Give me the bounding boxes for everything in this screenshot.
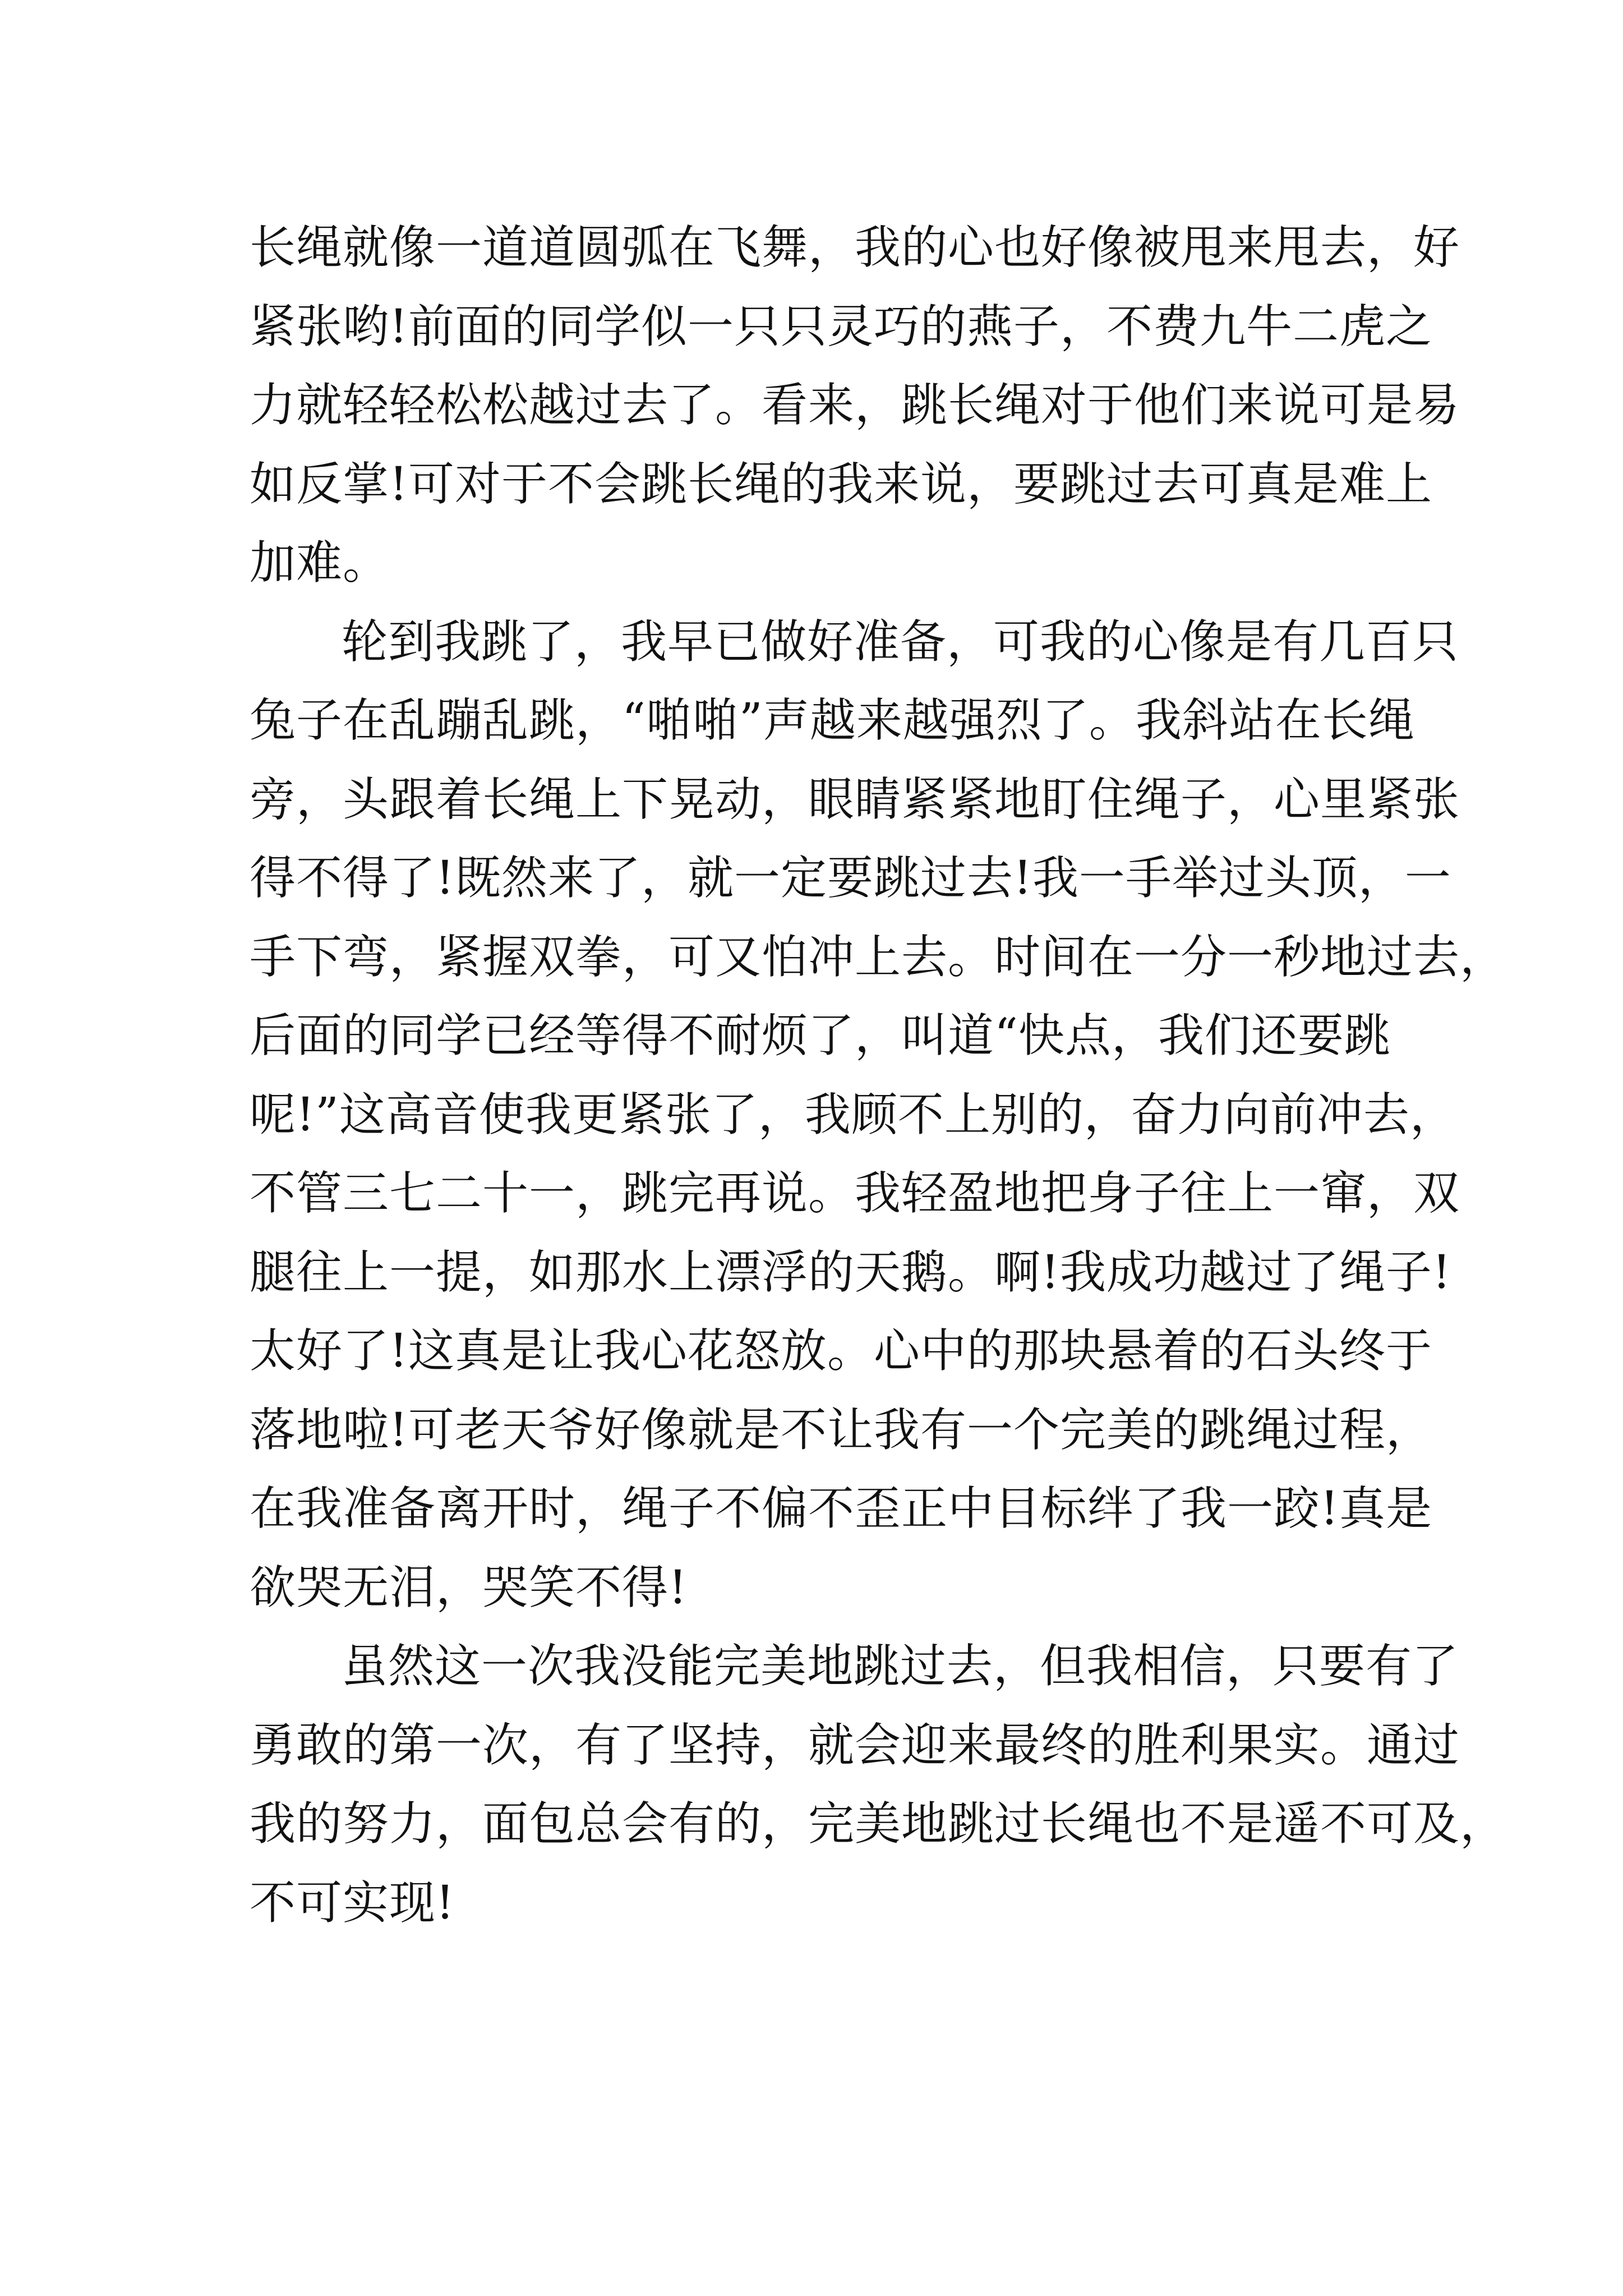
text-line: 太好了!这真是让我心花怒放。心中的那块悬着的石头终于 [250, 1324, 1432, 1378]
text-line: 呢!”这高音使我更紧张了，我顾不上别的，奋力向前冲去， [250, 1088, 1456, 1142]
text-line: 加难。 [250, 536, 390, 590]
text-line: 欲哭无泪，哭笑不得! [250, 1561, 688, 1614]
essay-body [250, 209, 1507, 1943]
text-line: 轮到我跳了，我早已做好准备，可我的心像是有几百只 [342, 615, 1459, 669]
text-line: 得不得了!既然来了，就一定要跳过去!我一手举过头顶，一 [250, 852, 1451, 905]
text-line: 手下弯，紧握双拳，可又怕冲上去。时间在一分一秒地过去， [250, 930, 1507, 984]
text-line: 如反掌!可对于不会跳长绳的我来说，要跳过去可真是难上 [250, 457, 1432, 511]
text-line: 落地啦!可老天爷好像就是不让我有一个完美的跳绳过程， [250, 1403, 1432, 1457]
text-line: 我的努力，面包总会有的，完美地跳过长绳也不是遥不可及， [250, 1797, 1507, 1851]
text-line: 后面的同学已经等得不耐烦了，叫道“快点，我们还要跳 [250, 1009, 1391, 1062]
text-line: 不管三七二十一，跳完再说。我轻盈地把身子往上一窜，双 [250, 1167, 1460, 1220]
text-line: 腿往上一提，如那水上漂浮的天鹅。啊!我成功越过了绳子! [250, 1245, 1451, 1299]
text-line: 勇敢的第一次，有了坚持，就会迎来最终的胜利果实。通过 [250, 1718, 1460, 1772]
text-line: 力就轻轻松松越过去了。看来，跳长绳对于他们来说可是易 [250, 379, 1460, 432]
text-line: 虽然这一次我没能完美地跳过去，但我相信，只要有了 [342, 1640, 1459, 1693]
text-line: 旁，头跟着长绳上下晃动，眼睛紧紧地盯住绳子，心里紧张 [250, 772, 1460, 826]
text-line: 紧张哟!前面的同学似一只只灵巧的燕子，不费九牛二虎之 [250, 300, 1432, 353]
text-line: 在我准备离开时，绳子不偏不歪正中目标绊了我一跤!真是 [250, 1482, 1432, 1535]
text-line: 长绳就像一道道圆弧在飞舞，我的心也好像被甩来甩去，好 [250, 221, 1460, 274]
text-line: 不可实现! [250, 1876, 455, 1930]
text-line: 兔子在乱蹦乱跳，“啪啪”声越来越强烈了。我斜站在长绳 [250, 694, 1415, 747]
